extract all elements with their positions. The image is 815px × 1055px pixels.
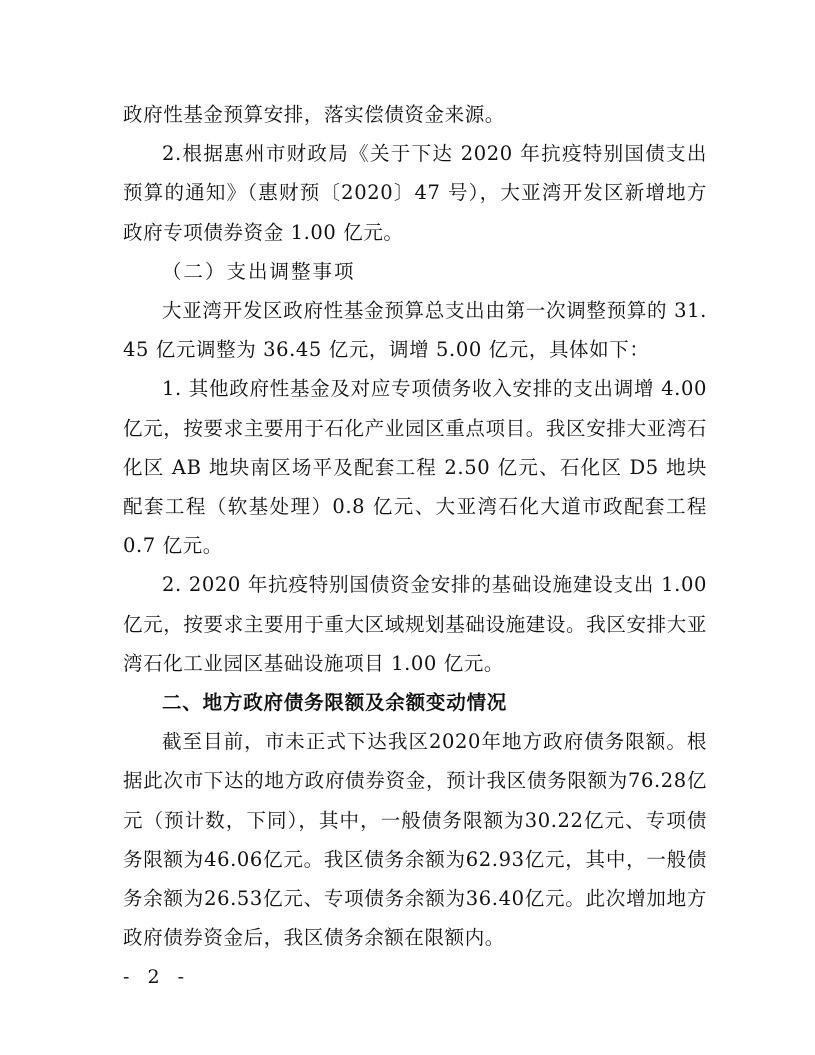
paragraph-infrastructure-expenditure: 2. 2020 年抗疫特别国债资金安排的基础设施建设支出 1.00 亿元，按要求主要用于重大区域规划基础设施建设。我区安排大亚湾石化工业园区基础设施项目 1.00 亿元。 xyxy=(123,573,707,675)
paragraph-other-fund-expenditure: 1. 其他政府性基金及对应专项债务收入安排的支出调增 4.00 亿元，按要求主要用于石化产业园区重点项目。我区安排大亚湾石化区 AB 地块南区场平及配套工程 2.50 亿元、石化区 D5 地块配套工程（软基处理）0.8 亿元、大亚湾石化大道市政配套工程 0.7 亿元。 xyxy=(123,377,707,558)
document-body xyxy=(123,95,707,957)
subheading-expenditure-adjustments: （二）支出调整事项 xyxy=(162,259,356,283)
paragraph-debt-limit-details: 截至目前，市未正式下达我区2020年地方政府债务限额。根据此次市下达的地方政府债券资金，预计我区债务限额为76.28亿元（预计数，下同），其中，一般债务限额为30.22亿元、专项债务限额为46.06亿元。我区债务余额为62.93亿元，其中，一般债务余额为26.53亿元、专项债务余额为36.40亿元。此次增加地方政府债券资金后，我区债务余额在限额内。 xyxy=(123,730,707,950)
paragraph-fund-arrangement-continued: 政府性基金预算安排，落实偿债资金来源。 xyxy=(123,103,505,126)
paragraph-total-expenditure-adjustment: 大亚湾开发区政府性基金预算总支出由第一次调整预算的 31.45 亿元调整为 36.45 亿元，调增 5.00 亿元，具体如下： xyxy=(123,299,707,362)
page-number: - 2 - xyxy=(123,966,191,988)
paragraph-special-bond-notice: 2.根据惠州市财政局《关于下达 2020 年抗疫特别国债支出预算的通知》（惠财预〔2020〕47 号），大亚湾开发区新增地方政府专项债券资金 1.00 亿元。 xyxy=(123,142,707,244)
section-heading-debt-limit-balance: 二、地方政府债务限额及余额变动情况 xyxy=(162,691,508,715)
